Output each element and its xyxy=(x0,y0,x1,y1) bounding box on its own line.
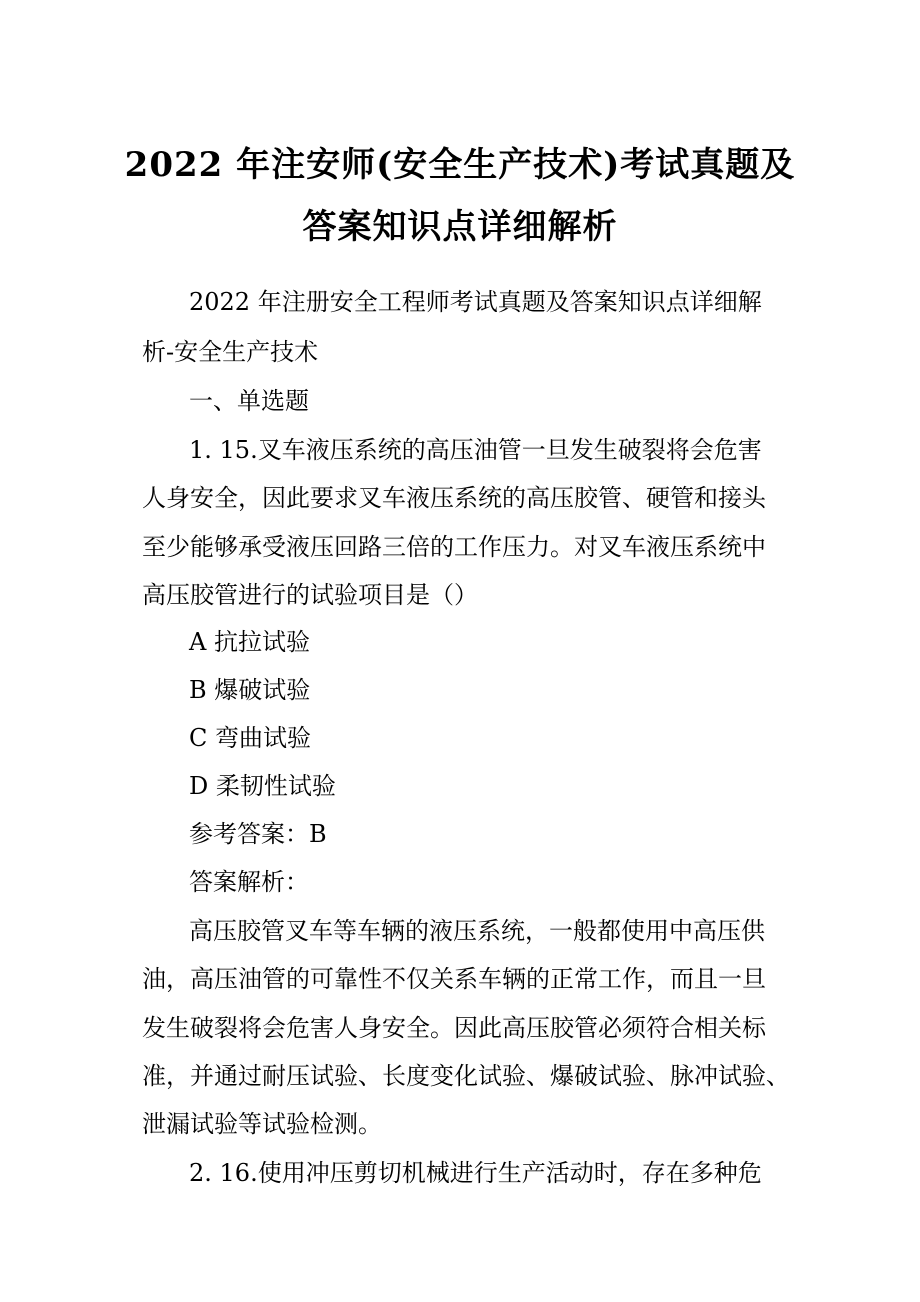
answer-explanation-heading: 答案解析： xyxy=(189,868,309,896)
document-title-line-2: 答案知识点详细解析 xyxy=(302,207,618,247)
explanation-line-4: 准，并通过耐压试验、长度变化试验、爆破试验、脉冲试验、 xyxy=(142,1062,790,1090)
intro-line-2: 析-安全生产技术 xyxy=(142,338,319,366)
option-c: C 弯曲试验 xyxy=(189,724,311,752)
section-heading: 一、单选题 xyxy=(189,387,309,415)
question-1-line-1: 1. 15.叉车液压系统的高压油管一旦发生破裂将会危害 xyxy=(189,436,762,464)
document-title-line-1: 2022 年注安师(安全生产技术)考试真题及 xyxy=(124,145,796,185)
question-1-line-4: 高压胶管进行的试验项目是（） xyxy=(142,581,478,609)
option-b: B 爆破试验 xyxy=(189,676,311,704)
reference-answer: 参考答案：B xyxy=(189,820,327,848)
explanation-line-1: 高压胶管叉车等车辆的液压系统，一般都使用中高压供 xyxy=(189,917,765,945)
explanation-line-5: 泄漏试验等试验检测。 xyxy=(142,1110,382,1138)
option-a: A 抗拉试验 xyxy=(189,628,310,656)
question-1-line-3: 至少能够承受液压回路三倍的工作压力。对叉车液压系统中 xyxy=(142,533,766,561)
question-1-line-2: 人身安全，因此要求叉车液压系统的高压胶管、硬管和接头 xyxy=(142,484,766,512)
intro-line-1: 2022 年注册安全工程师考试真题及答案知识点详细解 xyxy=(189,288,762,316)
explanation-line-3: 发生破裂将会危害人身安全。因此高压胶管必须符合相关标 xyxy=(142,1014,766,1042)
explanation-line-2: 油，高压油管的可靠性不仅关系车辆的正常工作，而且一旦 xyxy=(142,965,766,993)
option-d: D 柔韧性试验 xyxy=(189,772,336,800)
question-2-line-1: 2. 16.使用冲压剪切机械进行生产活动时，存在多种危 xyxy=(189,1159,762,1187)
